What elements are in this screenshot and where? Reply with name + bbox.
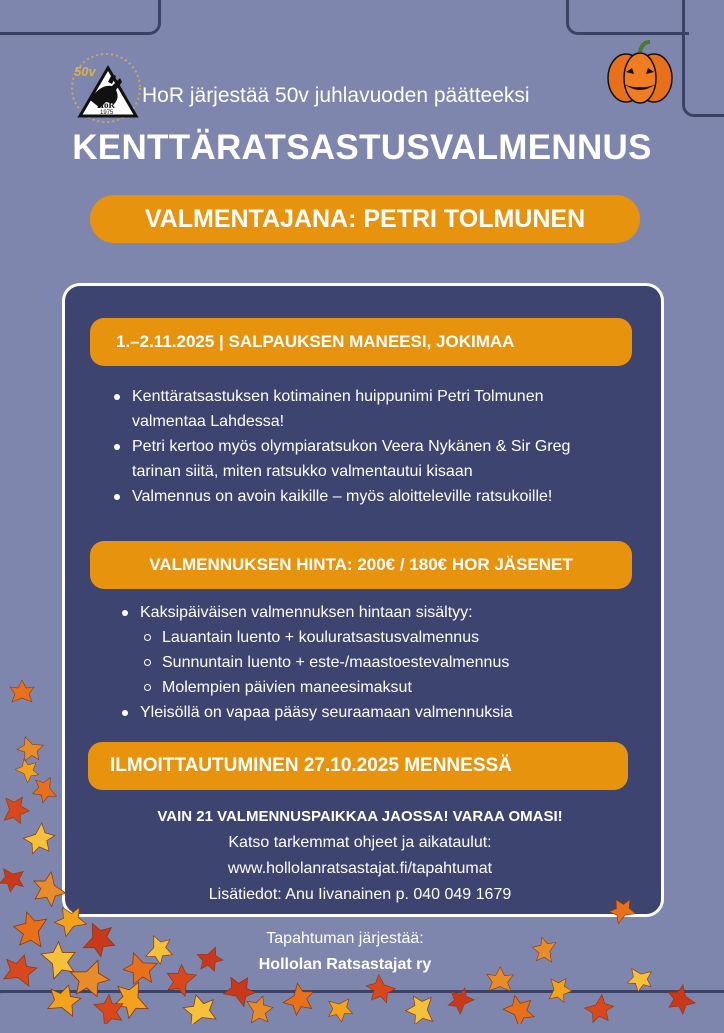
logo-year-text: 1975 — [100, 110, 114, 116]
price-banner — [90, 541, 632, 589]
list-item: Petri kertoo myös olympiaratsukon Veera Nykänen & Sir Greg tarinan siitä, miten ratsukko valmentautui kisaan — [114, 434, 619, 484]
spots-text: VAIN 21 VALMENNUSPAIKKAA JAOSSA! VARAA OMASI! — [157, 808, 563, 825]
list-item: Sunnuntain luento + este-/maastoestevalmennus — [144, 650, 622, 675]
leaf-shape — [161, 961, 198, 999]
contact-text: Lisätiedot: Anu Iivanainen p. 040 049 1679 — [208, 886, 512, 903]
list-item: Lauantain luento + kouluratsastusvalmennus — [144, 625, 622, 650]
leaf-shape — [606, 894, 638, 925]
leaf-shape — [583, 993, 619, 1024]
leaf-shape — [26, 870, 67, 912]
list-item: Valmennus on avoin kaikille – myös aloitteleville ratsukoille! — [114, 484, 619, 509]
leaf-shape — [549, 977, 573, 1003]
leaf-shape — [405, 995, 433, 1024]
leaf-shape — [501, 990, 540, 1024]
list-item: Yleisöllä on vapaa pääsy seuraamaan valmennuksia — [122, 700, 622, 725]
leaf-shape — [181, 991, 219, 1024]
club-logo — [56, 48, 156, 124]
leaf-shape — [443, 983, 475, 1016]
date-location-banner — [90, 318, 632, 366]
autumn-leaves-decoration — [0, 680, 724, 1024]
page-title: KENTTÄRATSASTUSVALMENNUS — [72, 128, 652, 167]
logo-club-text: HoR — [97, 100, 115, 110]
list-item: Molempien päivien maneesimaksut — [144, 675, 622, 700]
leaf-shape — [327, 999, 354, 1024]
logo-anniversary-text: 50v — [74, 64, 96, 79]
coach-label: VALMENTAJANA: PETRI TOLMUNEN — [144, 204, 586, 233]
leaf-shape — [282, 981, 320, 1020]
corner-frame-top-right-2 — [682, 0, 724, 117]
leaf-shape — [14, 736, 45, 766]
leaf-shape — [626, 968, 653, 993]
leaf-shape — [145, 934, 177, 967]
leaf-shape — [50, 900, 88, 937]
leaf-shape — [29, 775, 57, 805]
leaf-shape — [361, 973, 397, 1009]
details-text: Katso tarkemmat ohjeet ja aikataulut: — [228, 834, 492, 851]
event-bullet-list — [114, 384, 619, 509]
leaf-shape — [119, 952, 159, 991]
leaf-shape — [0, 868, 25, 893]
leaf-shape — [21, 822, 60, 861]
leaf-shape — [10, 910, 47, 949]
leaf-shape — [662, 983, 697, 1018]
coach-banner — [90, 195, 640, 243]
organizer-label: Tapahtuman järjestää: — [266, 930, 424, 947]
leaf-shape — [4, 796, 30, 824]
leaf-shape — [530, 936, 557, 964]
corner-frame-top-right — [566, 0, 689, 35]
event-subtitle: HoR järjestää 50v juhlavuoden päätteeksi — [142, 84, 530, 107]
list-item: Kaksipäiväisen valmennuksen hintaan sisältyy: — [122, 600, 622, 625]
registration-label: ILMOITTAUTUMINEN 27.10.2025 MENNESSÄ — [110, 755, 512, 776]
leaf-shape — [247, 995, 276, 1024]
leaf-shape — [1, 951, 39, 987]
leaf-shape — [82, 921, 120, 960]
corner-frame-top-left — [0, 0, 161, 35]
organizer-name: Hollolan Ratsastajat ry — [258, 956, 432, 973]
price-label: VALMENNUKSEN HINTA: 200€ / 180€ HOR JÄSENET — [149, 555, 573, 574]
leaf-shape — [10, 680, 34, 702]
list-item: Kenttäratsastuksen kotimainen huippunimi Petri Tolmunen valmentaa Lahdessa! — [114, 384, 619, 434]
event-url-link[interactable]: www.hollolanratsastajat.fi/tapahtumat — [227, 860, 493, 877]
date-location-label: 1.–2.11.2025 | SALPAUKSEN MANEESI, JOKIMAA — [116, 332, 515, 351]
leaf-shape — [487, 967, 514, 992]
leaf-shape — [195, 946, 225, 975]
